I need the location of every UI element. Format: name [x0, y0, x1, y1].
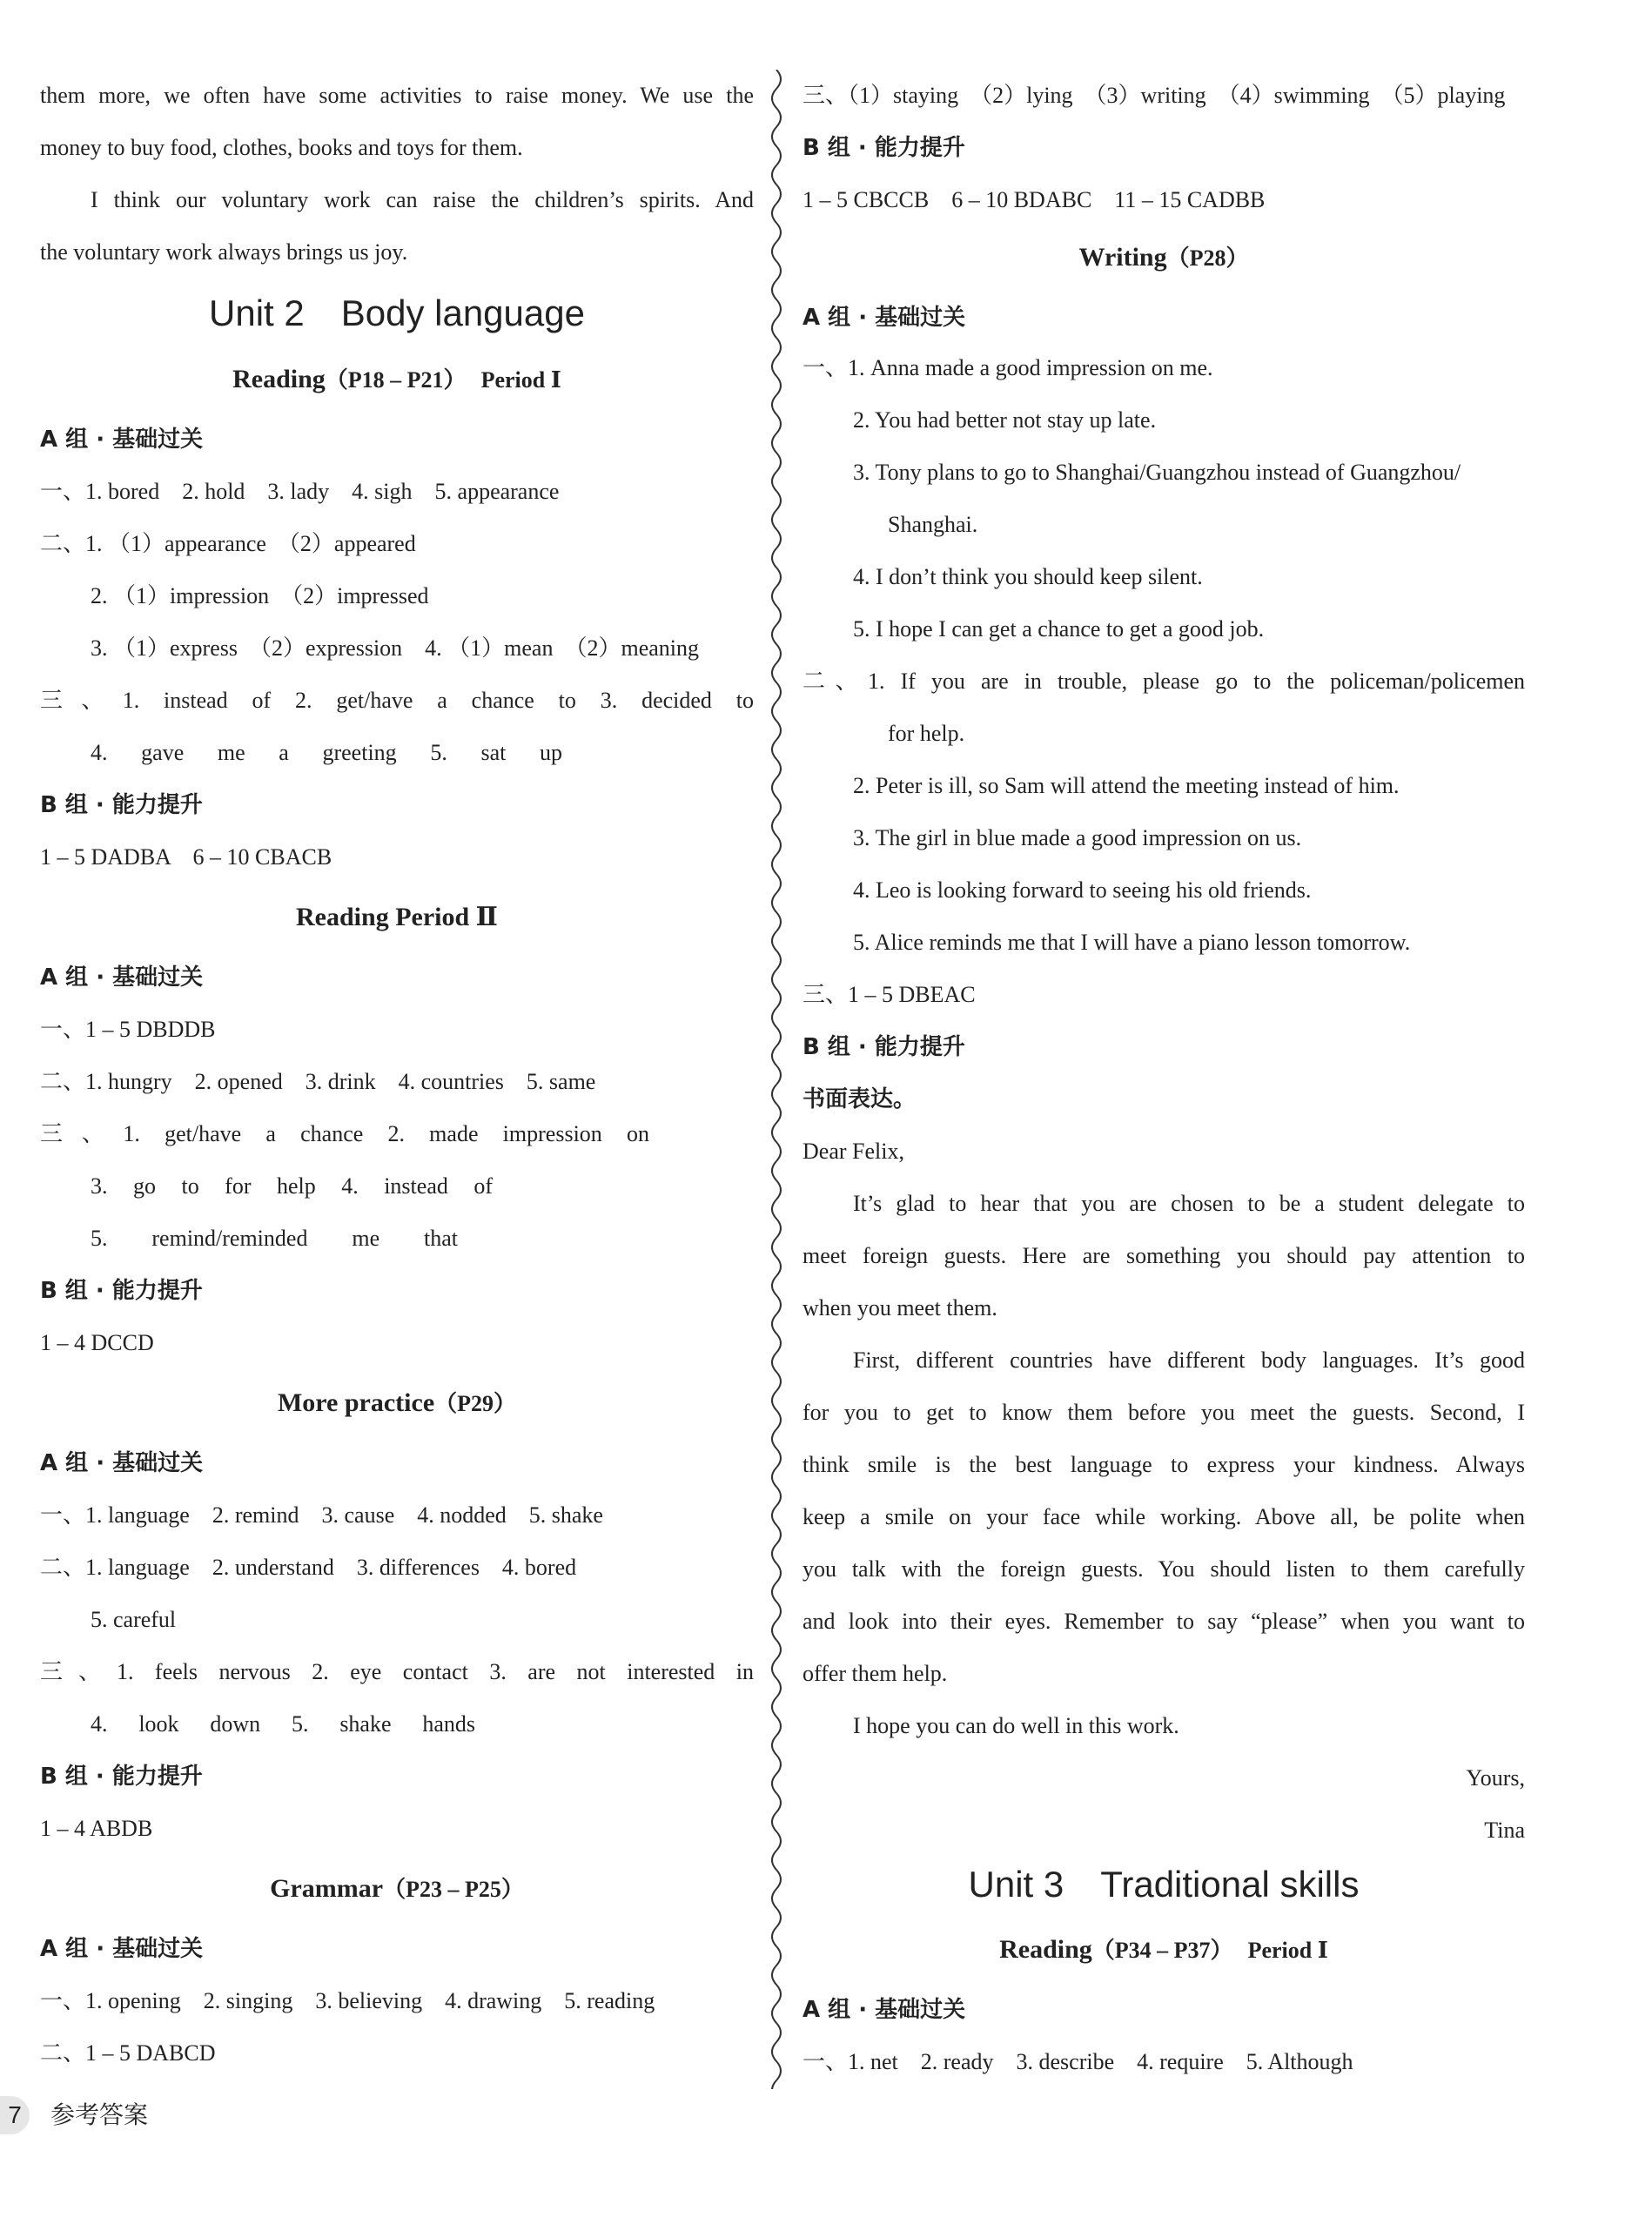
page-number: 7 — [0, 2096, 30, 2134]
answer-line: for help. — [888, 721, 965, 746]
answer-line: 4. Leo is looking forward to seeing his old friends. — [853, 877, 1312, 903]
answer-line: 三、1. feels nervous 2. eye contact 3. are not interested in — [40, 1659, 754, 1684]
answer-line: 1 – 5 CBCCB 6 – 10 BDABC 11 – 15 CADBB — [802, 187, 1266, 212]
group-label: A 组 · 基础过关 — [802, 305, 966, 331]
answer-line: 5. I hope I can get a chance to get a good job. — [853, 616, 1265, 642]
letter-line: I hope you can do well in this work. — [853, 1713, 1179, 1738]
letter-line: think smile is the best language to express your kindness. Always — [802, 1452, 1525, 1477]
section-pages: （P23 – P25） — [383, 1877, 524, 1902]
section-title — [40, 1388, 754, 1420]
answer-line: Shanghai. — [888, 512, 978, 537]
answer-line: 3. （1）express （2）expression 4. （1）mean （2）meaning — [91, 635, 700, 661]
group-label: B 组 · 能力提升 — [802, 135, 965, 161]
answer-line: 4. look down 5. shake hands — [91, 1711, 475, 1737]
letter-line: you talk with the foreign guests. You should listen to them carefully — [802, 1556, 1525, 1582]
group-label: B 组 · 能力提升 — [40, 1278, 203, 1304]
group-label: B 组 · 能力提升 — [40, 792, 203, 818]
section-period: Period Ⅰ — [480, 367, 561, 393]
answer-line: 一、1. language 2. remind 3. cause 4. nodded 5. shake — [40, 1502, 603, 1528]
section-name: Grammar — [270, 1874, 384, 1903]
answer-line: 二、1. language 2. understand 3. differences 4. bored — [40, 1555, 577, 1580]
section-pages: （P28） — [1166, 245, 1249, 271]
answer-line: 一、1. bored 2. hold 3. lady 4. sigh 5. appearance — [40, 479, 560, 504]
group-label: A 组 · 基础过关 — [40, 964, 204, 991]
letter-signature: Tina — [1484, 1818, 1525, 1843]
letter-line: It’s glad to hear that you are chosen to be a student delegate to — [853, 1191, 1525, 1216]
section-name: Writing — [1078, 243, 1167, 272]
section-pages: （P29） — [434, 1391, 517, 1416]
answer-line: 1 – 4 DCCD — [40, 1330, 154, 1355]
unit-title: Unit 3 Traditional skills — [968, 1864, 1360, 1905]
column-divider — [766, 70, 787, 2089]
group-label: A 组 · 基础过关 — [40, 427, 204, 453]
group-label: A 组 · 基础过关 — [40, 1450, 204, 1476]
task-label: 书面表达。 — [802, 1086, 917, 1112]
answer-line: 1 – 5 DADBA 6 – 10 CBACB — [40, 844, 332, 870]
answer-line: 2. （1）impression （2）impressed — [91, 583, 429, 608]
section-name: Reading — [232, 365, 326, 393]
text-line: I think our voluntary work can raise the children’s spirits. And — [91, 187, 754, 212]
letter-line: meet foreign guests. Here are something you should pay attention to — [802, 1243, 1525, 1268]
answer-line: 3. go to for help 4. instead of — [91, 1173, 493, 1199]
letter-line: offer them help. — [802, 1661, 948, 1686]
answer-line: 3. Tony plans to go to Shanghai/Guangzhou instead of Guangzhou/ — [853, 460, 1461, 485]
answer-line: 三、1. get/have a chance 2. made impression on — [40, 1121, 649, 1146]
answer-line: 一、1. opening 2. singing 3. believing 4. drawing 5. reading — [40, 1988, 655, 2013]
answer-line: 1 – 4 ABDB — [40, 1816, 153, 1841]
text-line: money to buy food, clothes, books and toys for them. — [40, 135, 523, 160]
letter-closing: Yours, — [1466, 1765, 1525, 1791]
answer-line: 5. careful — [91, 1607, 177, 1632]
answer-line: 二、1. If you are in trouble, please go to the policeman/policemen — [802, 669, 1525, 694]
section-title — [802, 242, 1525, 274]
answer-line: 三、1. instead of 2. get/have a chance to 3. decided to — [40, 688, 754, 713]
letter-line: when you meet them. — [802, 1295, 997, 1320]
group-label: A 组 · 基础过关 — [40, 1936, 204, 1962]
unit-title: Unit 2 Body language — [209, 292, 585, 333]
text-line: them more, we often have some activities to raise money. We use the — [40, 83, 754, 108]
answer-line: 3. The girl in blue made a good impression on us. — [853, 825, 1302, 850]
section-pages: （P34 – P37） — [1091, 1938, 1222, 1963]
answer-line: 5. remind/reminded me that — [91, 1226, 458, 1251]
section-title — [802, 1934, 1525, 1966]
answer-line: 一、1. net 2. ready 3. describe 4. require 5. Although — [802, 2049, 1353, 2074]
answer-line: 4. gave me a greeting 5. sat up — [91, 740, 562, 765]
footer-label: 参考答案 — [50, 2100, 149, 2129]
answer-line: 三、1 – 5 DBEAC — [802, 982, 976, 1007]
answer-line: 二、1. hungry 2. opened 3. drink 4. countries 5. same — [40, 1069, 596, 1094]
group-label: B 组 · 能力提升 — [802, 1034, 965, 1060]
group-label: B 组 · 能力提升 — [40, 1764, 203, 1790]
letter-line: and look into their eyes. Remember to say “please” when you want to — [802, 1609, 1525, 1634]
answer-line: 2. You had better not stay up late. — [853, 407, 1157, 433]
section-pages: （P18 – P21） — [325, 367, 455, 393]
section-title — [40, 1873, 754, 1905]
letter-line: for you to get to know them before you meet the guests. Second, I — [802, 1400, 1525, 1425]
answer-line: 二、1 – 5 DABCD — [40, 2040, 216, 2066]
answer-line: 一、1. Anna made a good impression on me. — [802, 355, 1213, 380]
answer-line: 一、1 – 5 DBDDB — [40, 1017, 216, 1042]
answer-line: 三、（1）staying （2）lying （3）writing （4）swimming （5）playing — [802, 83, 1506, 108]
answer-line: 2. Peter is ill, so Sam will attend the meeting instead of him. — [853, 773, 1400, 798]
section-title — [40, 364, 754, 396]
section-name: Reading — [999, 1935, 1092, 1964]
answer-line: 4. I don’t think you should keep silent. — [853, 564, 1203, 589]
text-line: the voluntary work always brings us joy. — [40, 239, 408, 265]
letter-greeting: Dear Felix, — [802, 1139, 904, 1164]
letter-line: First, different countries have different body languages. It’s good — [853, 1347, 1525, 1373]
answer-line: 5. Alice reminds me that I will have a piano lesson tomorrow. — [853, 930, 1411, 955]
section-period: Period Ⅰ — [1247, 1938, 1328, 1963]
group-label: A 组 · 基础过关 — [802, 1997, 966, 2023]
section-title: Reading Period Ⅱ — [296, 903, 498, 931]
letter-line: keep a smile on your face while working. Above all, be polite when — [802, 1504, 1525, 1529]
section-name: More practice — [277, 1388, 435, 1417]
answer-line: 二、1. （1）appearance （2）appeared — [40, 531, 416, 556]
